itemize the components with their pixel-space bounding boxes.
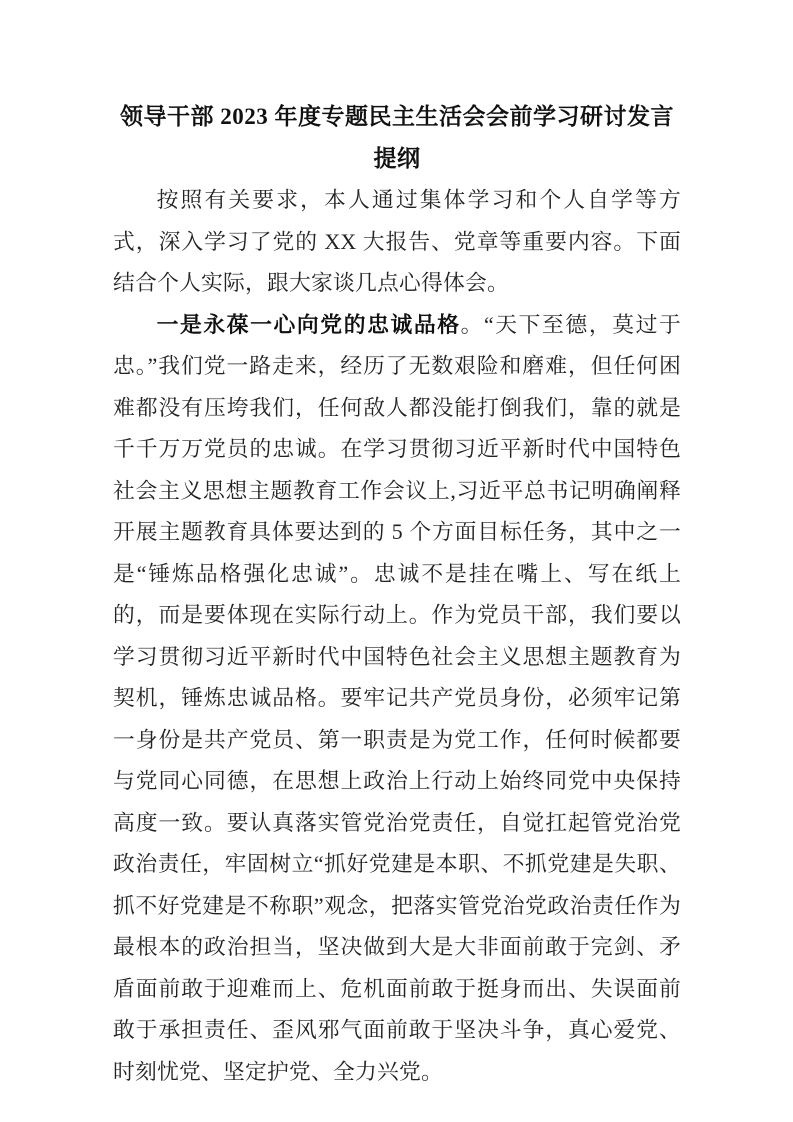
paragraph-intro (113, 180, 681, 305)
paragraph-point-one-text: 。“天下至德，莫过于忠。”我们党一路走来，经历了无数艰险和磨难，但任何困难都没有压垮我们，任何敌人都没能打倒我们，靠的就是千千万万党员的忠诚。在学习贯彻习近平新时代中国特色社会主义思想主题教育工作会议上,习近平总书记明确阐释开展主题教育具体要达到的 5 个方面目标任务，其中之一是“锤炼品格强化忠诚”。忠诚不是挂在嘴上、写在纸上的，而是要体现在实际行动上。作为党员干部，我们要以学习贯彻习近平新时代中国特色社会主义思想主题教育为契机，锤炼忠诚品格。要牢记共产党员身份，必须牢记第一身份是共产党员、第一职责是为党工作，任何时候都要与党同心同德，在思想上政治上行动上始终同党中央保持高度一致。要认真落实管党治党责任，自觉扛起管党治党政治责任，牢固树立“抓好党建是本职、不抓党建是失职、抓不好党建是不称职”观念，把落实管党治党政治责任作为最根本的政治担当，坚决做到大是大非面前敢于完剑、矛盾面前敢于迎难而上、危机面前敢于挺身而出、失误面前敢于承担责任、歪风邪气面前敢于坚决斗争，真心爱党、时刻忧党、坚定护党、全力兴党。 (113, 312, 681, 1084)
paragraph-intro-text: 按照有关要求，本人通过集体学习和个人自学等方式，深入学习了党的 XX 大报告、党章等重要内容。下面结合个人实际，跟大家谈几点心得体会。 (113, 188, 681, 295)
paragraph-point-one (113, 305, 681, 1094)
document-title: 领导干部 2023 年度专题民主生活会会前学习研讨发言提纲 (120, 104, 674, 171)
paragraph-point-one-lead: 一是永葆一心向党的忠诚品格 (156, 312, 461, 337)
